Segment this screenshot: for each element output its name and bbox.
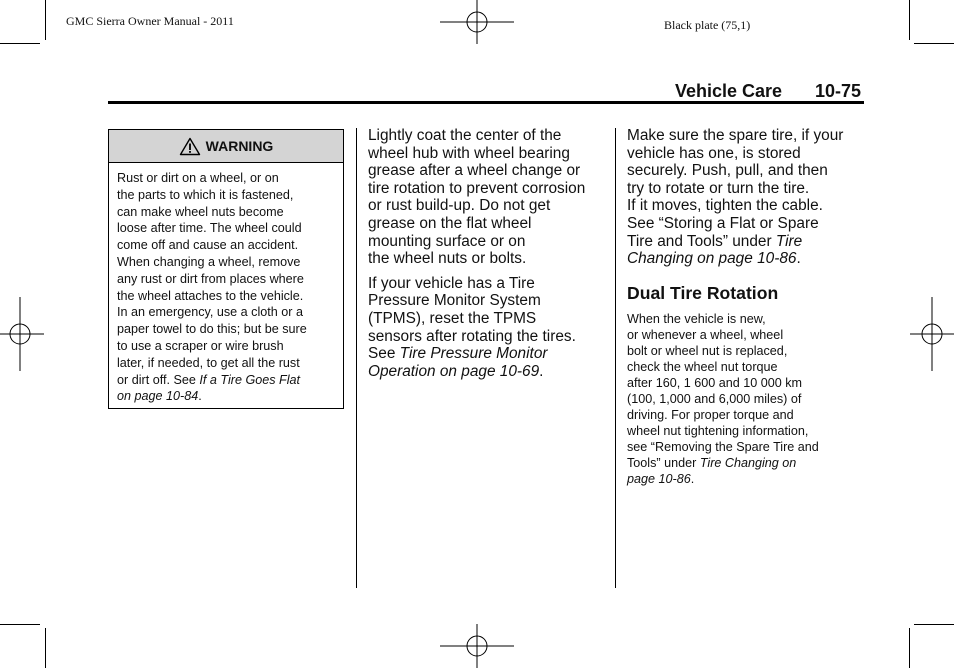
text-run: or dirt off. See (117, 372, 200, 387)
text-line: try to rotate or turn the tire. (627, 179, 810, 197)
text-run: . (539, 362, 544, 380)
text-run: See (368, 345, 400, 363)
text-line: the parts to which it is fastened, (117, 187, 294, 202)
warning-header (109, 130, 343, 163)
text-line: can make wheel nuts become (117, 204, 284, 219)
column-middle (368, 127, 608, 380)
text-line: the wheel attaches to the vehicle. (117, 288, 304, 303)
text-line (117, 388, 337, 405)
text-line: check the wheel nut torque (627, 360, 778, 374)
text-run: . (796, 250, 801, 268)
warning-box (108, 129, 344, 409)
column-right (627, 127, 863, 268)
text-line: securely. Push, pull, and then (627, 162, 828, 180)
text-line: wheel nut tightening information, (627, 424, 809, 438)
title-rule (108, 101, 864, 104)
cross-reference-link[interactable]: page 10-86 (627, 472, 691, 486)
cross-reference-link[interactable]: Tire Pressure Monitor (399, 345, 548, 363)
text-line: see “Removing the Spare Tire and (627, 440, 819, 454)
text-line: Pressure Monitor System (368, 292, 541, 310)
text-line: Rust or dirt on a wheel, or on (117, 171, 279, 185)
text-line: or whenever a wheel, wheel (627, 328, 784, 342)
text-run: Tools” under (627, 456, 700, 470)
text-line: or rust build-up. Do not get (368, 197, 551, 215)
column-divider (356, 128, 357, 588)
plate-label: Black plate (75,1) (664, 18, 751, 32)
manual-title: GMC Sierra Owner Manual - 2011 (66, 14, 234, 28)
text-line: If it moves, tighten the cable. (627, 197, 823, 215)
text-line: bolt or wheel nut is replaced, (627, 344, 788, 358)
text-line: Make sure the spare tire, if your (627, 127, 844, 144)
text-line: paper towel to do this; but be sure (117, 322, 307, 337)
text-line: grease after a wheel change or (368, 162, 581, 180)
text-line: later, if needed, to get all the rust (117, 355, 300, 370)
text-line: after 160, 1 600 and 10 000 km (627, 376, 803, 390)
text-line: any rust or dirt from places where (117, 271, 304, 286)
paragraph (627, 311, 863, 487)
text-line: In an emergency, use a cloth or a (117, 305, 303, 320)
cross-reference-link[interactable]: If a Tire Goes Flat (199, 372, 301, 387)
paragraph (368, 275, 608, 381)
column-divider (615, 128, 616, 588)
registration-mark-top (440, 0, 514, 44)
section-title: Vehicle Care (675, 81, 783, 101)
text-line: loose after time. The wheel could (117, 221, 302, 236)
text-line: the wheel nuts or bolts. (368, 250, 527, 268)
text-line: If your vehicle has a Tire (368, 274, 535, 292)
text-line: Lightly coat the center of the (368, 127, 562, 144)
text-line: come off and cause an accident. (117, 238, 299, 253)
text-line: grease on the flat wheel (368, 214, 532, 232)
cross-reference-link[interactable]: on page 10-84 (117, 389, 199, 404)
text-line: When changing a wheel, remove (117, 254, 301, 269)
paragraph (627, 127, 863, 268)
text-line (117, 372, 337, 389)
text-line: (TPMS), reset the TPMS (368, 309, 537, 327)
dual-tire-rotation-text (627, 311, 863, 487)
text-line: (100, 1,000 and 6,000 miles) of (627, 392, 802, 406)
text-line: driving. For proper torque and (627, 408, 794, 422)
text-run: . (198, 389, 202, 404)
warning-text (109, 163, 343, 405)
text-line: vehicle has one, is stored (627, 144, 801, 162)
registration-mark-left (0, 297, 44, 371)
text-line: tire rotation to prevent corrosion (368, 179, 586, 197)
registration-mark-bottom (440, 624, 514, 668)
cross-reference-link[interactable]: Tire (775, 232, 803, 250)
registration-mark-right (910, 297, 954, 371)
warning-label: WARNING (205, 138, 274, 154)
text-run: Tire and Tools” under (627, 232, 776, 250)
text-line: See “Storing a Flat or Spare (627, 214, 819, 232)
text-run: . (690, 472, 695, 486)
paragraph (368, 127, 608, 268)
text-line: When the vehicle is new, (627, 312, 766, 326)
text-line: wheel hub with wheel bearing (368, 144, 570, 162)
text-line: to use a scraper or wire brush (117, 338, 284, 353)
section-heading: Dual Tire Rotation (627, 283, 779, 303)
cross-reference-link[interactable]: Operation on page 10-69 (368, 362, 540, 380)
cross-reference-link[interactable]: Changing on page 10-86 (627, 250, 797, 268)
page-number: 10-75 (815, 81, 862, 101)
text-line: mounting surface or on (368, 232, 526, 250)
cross-reference-link[interactable]: Tire Changing on (699, 456, 797, 470)
exclamation-triangle-icon (179, 137, 201, 156)
text-line: sensors after rotating the tires. (368, 327, 576, 345)
